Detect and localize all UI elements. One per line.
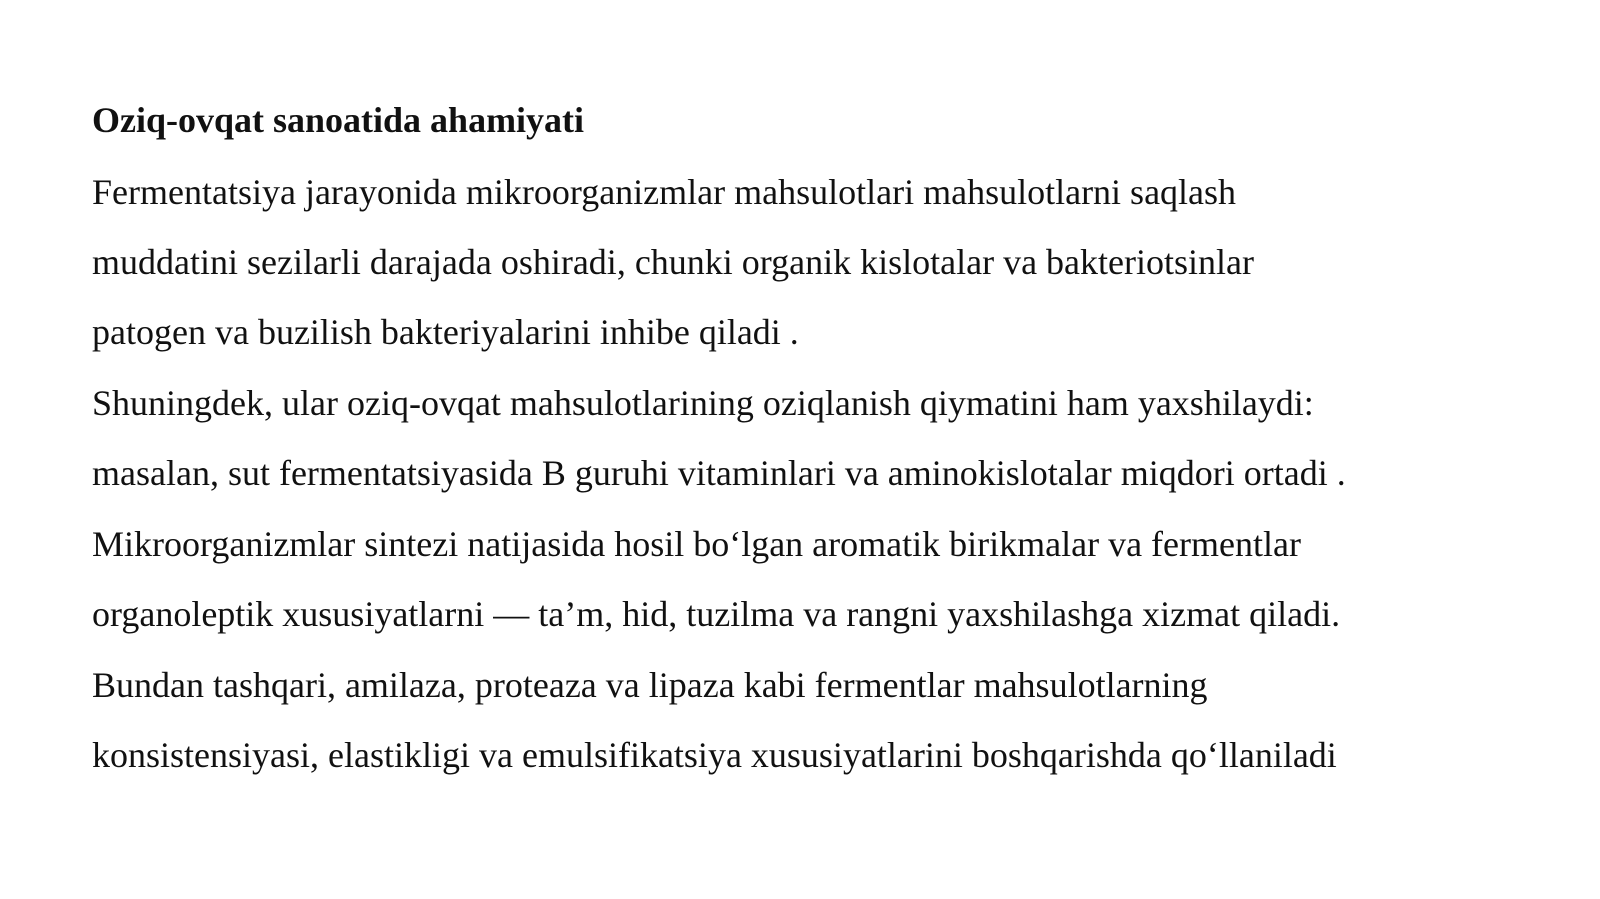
body-text-line: organoleptik xususiyatlarni — ta’m, hid, tuzilma va rangni yaxshilashga xizmat qiladi. bbox=[92, 594, 1341, 634]
section-heading: Oziq-ovqat sanoatida ahamiyati bbox=[92, 100, 585, 140]
body-text-line: Shuningdek, ular oziq-ovqat mahsulotlarining oziqlanish qiymatini ham yaxshilaydi: bbox=[92, 383, 1314, 423]
body-text-line: patogen va buzilish bakteriyalarini inhibe qiladi . bbox=[92, 312, 799, 352]
body-text-line: Fermentatsiya jarayonida mikroorganizmlar mahsulotlari mahsulotlarni saqlash bbox=[92, 172, 1237, 212]
body-text-line: Bundan tashqari, amilaza, proteaza va lipaza kabi fermentlar mahsulotlarning bbox=[92, 665, 1208, 705]
body-text-line: konsistensiyasi, elastikligi va emulsifikatsiya xususiyatlarini boshqarishda qo‘llaniladi bbox=[92, 735, 1337, 775]
body-text-line: Mikroorganizmlar sintezi natijasida hosil bo‘lgan aromatik birikmalar va fermentlar bbox=[92, 524, 1301, 564]
body-text-line: masalan, sut fermentatsiyasida B guruhi vitaminlari va aminokislotalar miqdori ortadi . bbox=[92, 453, 1346, 493]
body-text-line: muddatini sezilarli darajada oshiradi, chunki organik kislotalar va bakteriotsinlar bbox=[92, 242, 1254, 282]
